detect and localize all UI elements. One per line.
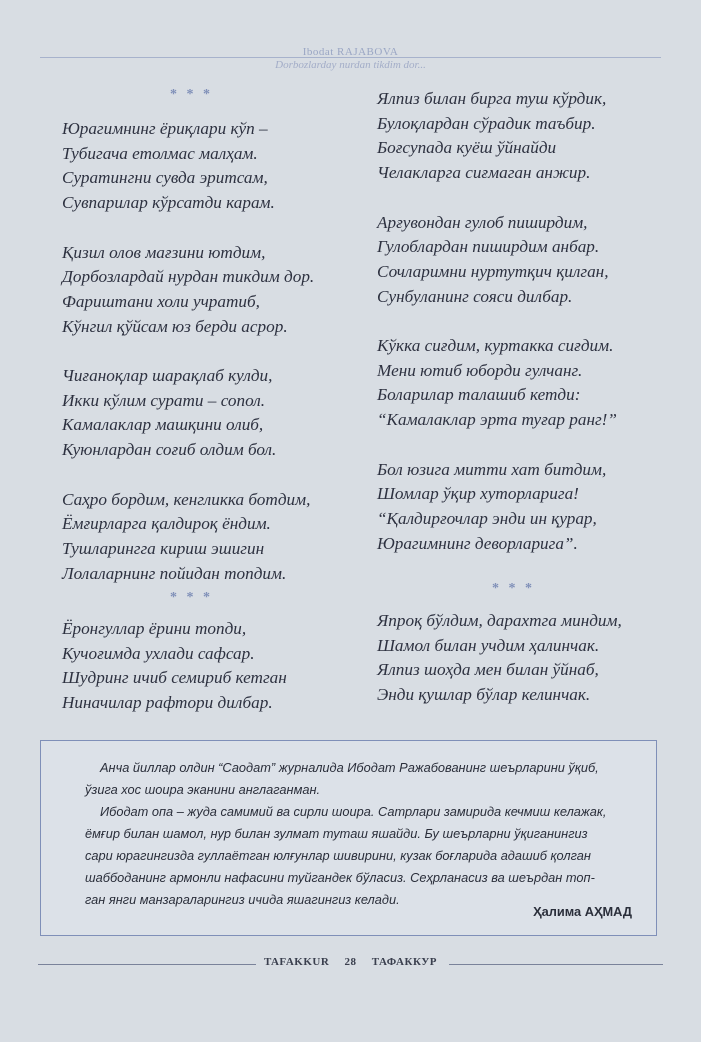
verse-line: Суратингни сувда эритсам,: [62, 168, 268, 188]
verse-line: Шамол билан учдим ҳалинчак.: [377, 635, 600, 655]
note-line: ёмғир билан шамол, нур билан зулмат туташ яшайди. Бу шеърларни ўқиганингиз: [85, 826, 588, 841]
stanza: [377, 458, 677, 557]
verse-line: Фариштани холи учратиб,: [62, 291, 260, 311]
stanza-separator: * * *: [492, 581, 535, 596]
footer-magazine-latin: TAFAKKUR: [263, 956, 330, 968]
verse-line: Сувпарилар кўрсатди карам.: [62, 193, 275, 213]
stanza-separator: * * *: [170, 590, 213, 605]
note-line: Анча йиллар олдин “Саодат” журналида Ибодат Ражабованинг шеърларини ўқиб,: [100, 760, 599, 775]
verse-line: “Камалаклар эрта туғар ранг!”: [377, 410, 617, 430]
verse-line: Куюнлардан соғиб олдим бол.: [62, 440, 277, 460]
note-line: сари юрагингизда гуллаётган юлғунлар шивирини, кузак боғларида адашиб қолган: [85, 848, 591, 863]
verse-line: Ниначилар рафтори дилбар.: [62, 693, 273, 713]
verse-line: Арғувондан гулоб пиширдим,: [377, 212, 588, 232]
footer-rule-right: [449, 964, 663, 965]
verse-line: Кўкка сиғдим, куртакка сиғдим.: [377, 336, 614, 355]
poem-right-column-after-separator: [377, 609, 677, 708]
note-line: шаббоданинг армонли нафасини туйгандек бўласиз. Сеҳрланасиз ва шеърдан топ-: [85, 870, 595, 885]
stanza-separator: * * *: [170, 87, 213, 102]
running-subtitle: Dorbozlarday nurdan tikdim dor...: [275, 59, 426, 71]
running-rule: [40, 57, 661, 58]
verse-line: Булоқлардан сўрадик таъбир.: [377, 113, 596, 133]
stanza: [62, 617, 362, 716]
verse-line: Юрагимнинг деворларига”.: [377, 533, 578, 553]
stanza: [377, 334, 677, 433]
verse-line: Ялпиз билан бирга туш кўрдик,: [377, 89, 607, 108]
verse-line: Юрагимнинг ёриқлари кўп –: [62, 119, 268, 138]
note-line: Ибодат опа – жуда самимий ва сирли шоира. Сатрлари замирида кечмиш келажак,: [100, 804, 607, 819]
note-line: ўзига хос шоира эканини англаганман.: [85, 782, 321, 797]
verse-line: Ёронгуллар ёрини топди,: [62, 619, 247, 638]
verse-line: Мени ютиб юборди гулчанг.: [377, 360, 583, 380]
verse-line: Сунбуланинг сояси дилбар.: [377, 286, 573, 306]
verse-line: Боғсупада куёш ўйнайди: [377, 138, 557, 158]
verse-line: Дорбозлардай нурдан тикдим дор.: [62, 267, 315, 287]
verse-line: Япроқ бўлдим, дарахтга миндим,: [377, 611, 622, 630]
verse-line: Челакларга сиғмаган анжир.: [377, 163, 591, 183]
stanza: [62, 117, 362, 216]
verse-line: Кўнгил қўйсам юз берди асрор.: [62, 316, 288, 336]
poem-left-column-after-separator: [62, 617, 362, 716]
verse-line: “Қалдирғочлар энди ин қурар,: [377, 508, 597, 528]
verse-line: Кучоғимда ухлади сафсар.: [62, 643, 255, 663]
footer-text: [38, 956, 663, 968]
poem-left-column: [62, 117, 362, 586]
verse-line: Шомлар ўқир хуторларига!: [377, 484, 579, 504]
verse-line: Камалаклар машқини олиб,: [62, 415, 264, 435]
verse-line: Тубигача етолмас малҳам.: [62, 143, 258, 163]
note-signature: Ҳалима АҲМАД: [533, 904, 632, 919]
verse-line: Чиғаноқлар шарақлаб кулди,: [62, 366, 273, 385]
verse-line: Боларилар талашиб кетди:: [377, 385, 581, 405]
verse-line: Гулоблардан пиширдим анбар.: [377, 237, 600, 257]
verse-line: Шудринг ичиб семириб кетган: [62, 668, 287, 688]
stanza: [62, 488, 362, 587]
verse-line: Ёмғирларга қалдироқ ёндим.: [62, 514, 271, 534]
verse-line: Сочларимни нуртутқич қилган,: [377, 261, 609, 281]
stanza: [377, 87, 677, 186]
verse-line: Икки кўлим сурати – сопол.: [62, 390, 266, 410]
verse-line: Энди қушлар бўлар келинчак.: [377, 685, 591, 705]
verse-line: Қизил олов мағзини ютдим,: [62, 242, 266, 262]
stanza: [377, 609, 677, 708]
verse-line: Бол юзига митти хат битдим,: [377, 459, 607, 479]
poem-right-column: [377, 87, 677, 556]
editorial-note-text: [85, 757, 633, 911]
note-line: ган янги манзараларингиз ичида яшагингиз келади.: [85, 892, 400, 907]
verse-line: Тушларингга кириш эшигин: [62, 538, 265, 558]
page-footer: [38, 955, 663, 975]
footer-magazine-cyrillic: ТАФАККУР: [371, 956, 438, 968]
verse-line: Лолаларнинг пойидан топдим.: [62, 563, 287, 583]
verse-line: Саҳро бордим, кенгликка ботдим,: [62, 489, 311, 509]
page-number: 28: [344, 956, 357, 968]
running-author: Ibodat RAJABOVA: [302, 46, 399, 58]
stanza: [377, 211, 677, 310]
stanza: [62, 241, 362, 340]
editorial-note-box: [40, 740, 657, 936]
verse-line: Ялпиз шоҳда мен билан ўйнаб,: [377, 660, 599, 680]
stanza: [62, 364, 362, 463]
